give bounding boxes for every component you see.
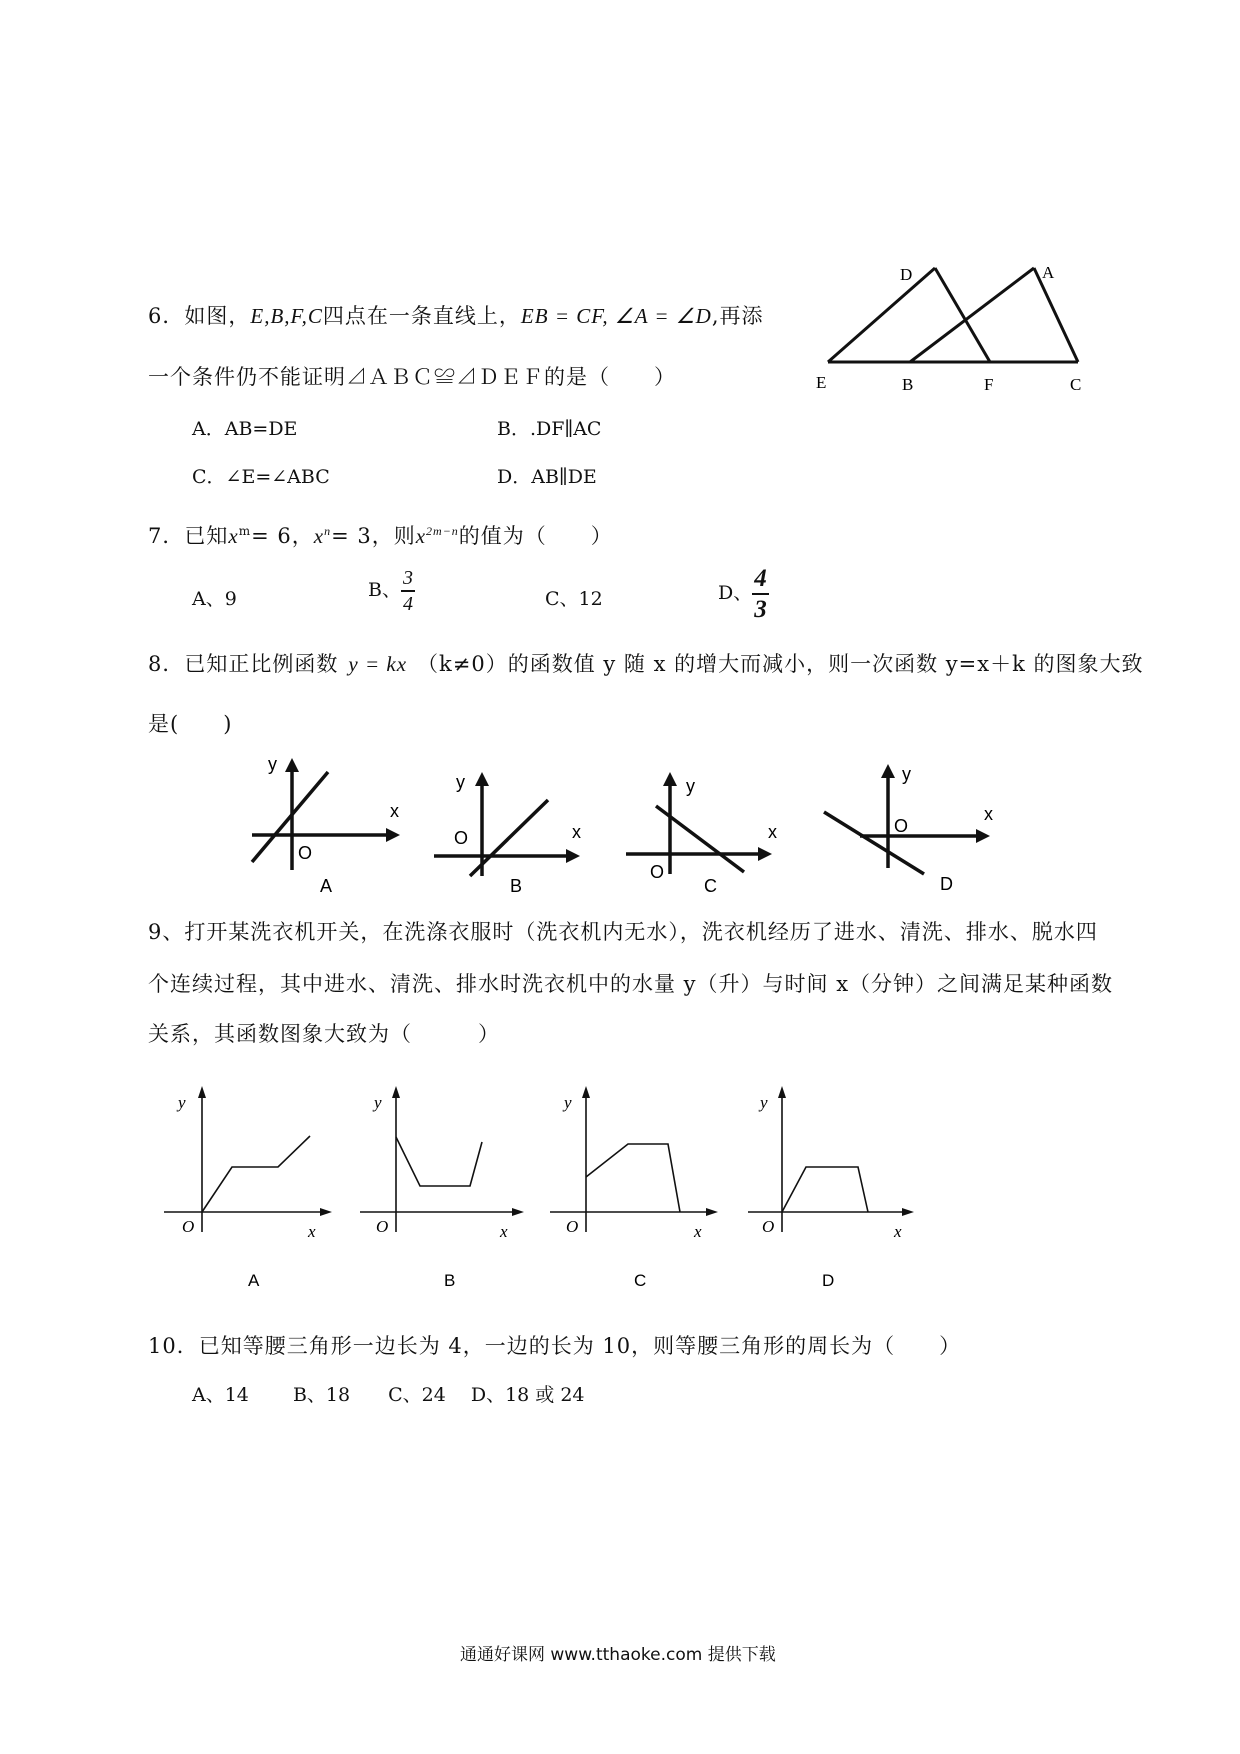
graph-label: A <box>248 1271 260 1290</box>
page-footer: 通通好课网 www.tthaoke.com 提供下载 <box>460 1645 776 1665</box>
origin-label: O <box>894 816 909 836</box>
axis-x-label: x <box>768 822 777 842</box>
q6-option-b: B．.DF∥AC <box>497 418 602 440</box>
point-label-e: E <box>816 373 827 392</box>
graph-label: D <box>940 874 953 894</box>
origin-label: O <box>454 828 469 848</box>
q6-option-c: C．∠E=∠ABC <box>192 466 330 488</box>
point-label-a: A <box>1042 263 1055 282</box>
q9-graph-a <box>160 1082 340 1292</box>
q8-graph-a <box>240 752 410 900</box>
axis-y-label: y <box>268 754 277 774</box>
q9-graph-b <box>356 1082 536 1292</box>
q7-option-d: D、 $\frac{4}{3}$ <box>718 565 767 623</box>
axis-x-label: x <box>390 801 399 821</box>
svg-text:y: y <box>564 1093 572 1112</box>
point-label-c: C <box>1070 375 1082 394</box>
axis-y-label: y <box>902 764 911 784</box>
q7-option-b: B、 $\frac{3}{4}$ <box>368 567 413 615</box>
q8-graph-c <box>622 766 792 900</box>
q8-graph-b <box>430 768 600 900</box>
svg-text:y: y <box>760 1093 768 1112</box>
graph-label: C <box>704 876 717 896</box>
graph-label: A <box>320 876 333 896</box>
graph-label: B <box>444 1271 456 1290</box>
q7-line: 7．已知$x^m= 6$，$x^n= 3$，则$x^{2m-n}$的值为（ ） <box>148 524 613 548</box>
point-label-d: D <box>900 265 913 284</box>
q9-line1: 9、打开某洗衣机开关，在洗涤衣服时（洗衣机内无水），洗衣机经历了进水、清洗、排水、脱水四 <box>148 920 1098 944</box>
line-df <box>935 268 990 362</box>
q8-line1: 8．已知正比例函数 y = kx （k≠0）的函数值 y 随 x 的增大而减小，则一次函数 y=x＋k 的图象大致 <box>148 652 1144 676</box>
svg-text:x: x <box>308 1222 316 1241</box>
line-ed <box>828 268 935 362</box>
q8-graph-d <box>810 756 1010 900</box>
q7-option-a: A、9 <box>192 588 237 610</box>
origin-label: O <box>298 843 313 863</box>
axis-x-label: x <box>572 822 581 842</box>
q9-graph-d <box>744 1082 924 1292</box>
graph-label: B <box>510 876 523 896</box>
q8-line2: 是( ) <box>148 712 233 736</box>
q10-line1: 10．已知等腰三角形一边长为 4，一边的长为 10，则等腰三角形的周长为（ ） <box>148 1334 962 1358</box>
q10-options: A、14 B、18 C、24 D、18 或 24 <box>192 1384 585 1406</box>
q6-option-a: A．AB=DE <box>192 418 298 440</box>
q7-option-c: C、12 <box>545 588 603 610</box>
fraction-3-4: $\frac{3}{4}$ <box>402 567 413 615</box>
line-ac <box>1034 268 1078 362</box>
svg-text:O: O <box>762 1217 775 1236</box>
svg-text:x: x <box>894 1222 902 1241</box>
svg-text:x: x <box>694 1222 702 1241</box>
axis-y-label: y <box>456 772 465 792</box>
graph-label: C <box>634 1271 647 1290</box>
q6-line2: 一个条件仍不能证明⊿ＡＢＣ≌⊿ＤＥＦ的是（ ） <box>148 365 676 389</box>
point-label-f: F <box>984 375 994 394</box>
axis-x-label: x <box>984 804 993 824</box>
svg-text:O: O <box>566 1217 579 1236</box>
q6-line1: 6．如图，E,B,F,C四点在一条直线上，EB = CF, ∠A = ∠D,再添 <box>148 304 764 328</box>
q6-triangle-figure <box>810 258 1110 398</box>
svg-text:x: x <box>500 1222 508 1241</box>
svg-text:y: y <box>374 1093 382 1112</box>
origin-label: O <box>650 862 665 882</box>
q9-line3: 关系，其函数图象大致为（ ） <box>148 1022 500 1046</box>
q6-option-d: D．AB∥DE <box>497 466 597 488</box>
line-ba <box>910 268 1034 362</box>
axis-y-label: y <box>686 776 695 796</box>
q9-line2: 个连续过程，其中进水、清洗、排水时洗衣机中的水量 y（升）与时间 x（分钟）之间满足某种函数 <box>148 972 1114 996</box>
graph-label: D <box>822 1271 835 1290</box>
fraction-4-3: $\frac{4}{3}$ <box>754 565 767 623</box>
svg-text:y: y <box>178 1093 186 1112</box>
point-label-b: B <box>902 375 914 394</box>
svg-text:O: O <box>376 1217 389 1236</box>
svg-text:O: O <box>182 1217 195 1236</box>
q9-graph-c <box>546 1082 726 1292</box>
